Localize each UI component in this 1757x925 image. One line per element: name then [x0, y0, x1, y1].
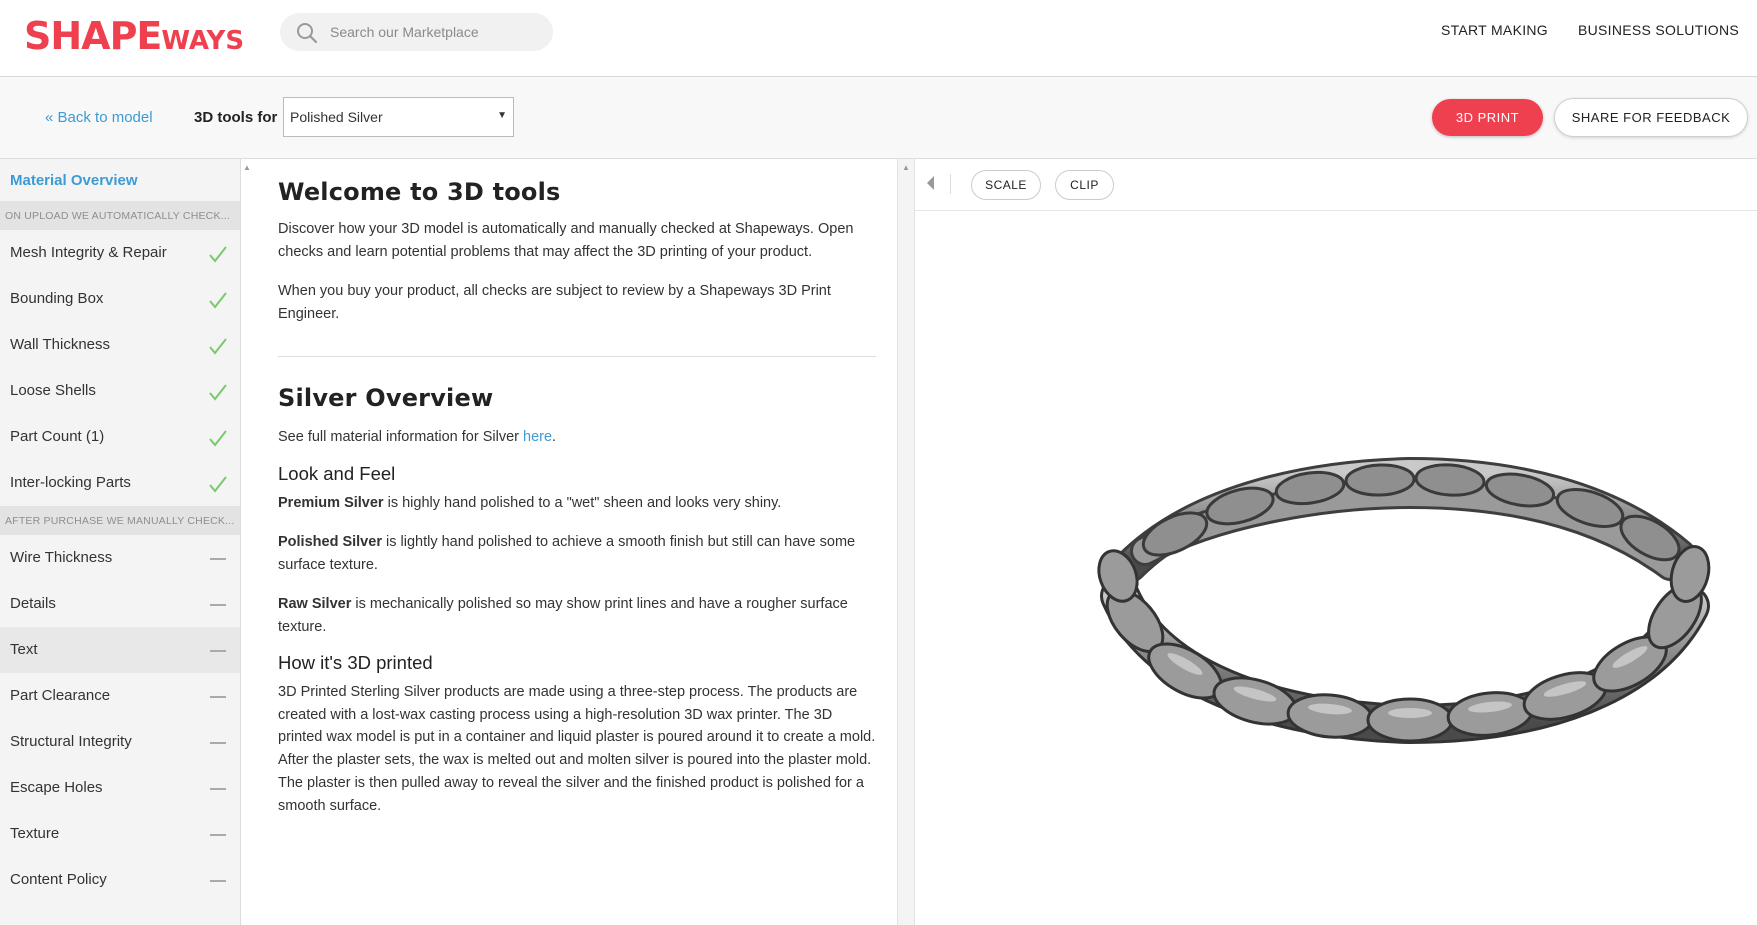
polished-silver-text: is lightly hand polished to achieve a smooth finish but still can have some surface texture.	[278, 534, 856, 573]
sidebar-item-loose-shells[interactable]	[0, 368, 240, 414]
section-manual-checks: AFTER PURCHASE WE MANUALLY CHECK...	[0, 506, 240, 535]
dash-icon	[208, 871, 228, 891]
sidebar-item-label: Part Count (1)	[10, 428, 105, 445]
sidebar-item-label: Part Clearance	[10, 687, 111, 704]
sidebar-item-label: Text	[10, 641, 38, 658]
welcome-heading: Welcome to 3D tools	[278, 178, 561, 206]
silver-overview-heading: Silver Overview	[278, 384, 494, 412]
raw-silver-name: Raw Silver	[278, 596, 352, 612]
check-icon	[208, 428, 228, 448]
tools-toolbar	[0, 77, 1757, 159]
shapeways-logo[interactable]	[24, 14, 244, 58]
nav-start-making[interactable]: START MAKING	[1440, 22, 1548, 38]
how-printed-paragraph: 3D Printed Sterling Silver products are made using a three-step process. The products are created with a lost-wax casting process using a high-resolution 3D wax printer. The 3D printed wax model is put in a container and liquid plaster is poured around it to create a mold. After the plaster sets, the wax is melted out and molten silver is poured into the plaster mold. The plaster is then pulled away to reveal the silver and the finished product is polished for a smooth surface.	[278, 684, 876, 814]
tools-for-label: 3D tools for	[194, 109, 278, 126]
check-icon	[208, 474, 228, 494]
check-icon	[208, 336, 228, 356]
sidebar-item-escape-holes[interactable]	[0, 765, 240, 811]
material-select-value: Polished Silver	[290, 109, 383, 125]
logo-main: SHAPE	[24, 14, 162, 58]
sidebar-item-structural-integrity[interactable]	[0, 719, 240, 765]
material-content-panel	[258, 159, 898, 925]
sidebar-item-bounding-box[interactable]	[0, 276, 240, 322]
overview-intro-text: See full material information for Silver	[278, 429, 519, 445]
top-nav-links	[1441, 22, 1739, 38]
sidebar-item-label: Details	[10, 595, 56, 612]
toolbar-separator	[950, 174, 951, 194]
viewer-toolbar	[915, 159, 1757, 211]
back-to-model-link[interactable]: « Back to model	[45, 109, 153, 126]
sidebar-item-label: Content Policy	[10, 871, 107, 888]
raw-silver-paragraph	[278, 593, 878, 639]
dropdown-caret-icon: ▼	[497, 110, 507, 121]
premium-silver-name: Premium Silver	[278, 495, 384, 511]
sidebar-item-label: Wire Thickness	[10, 549, 113, 566]
check-icon	[208, 382, 228, 402]
sidebar-item-wall-thickness[interactable]	[0, 322, 240, 368]
check-icon	[208, 244, 228, 264]
checks-sidebar	[0, 159, 241, 925]
logo-tail: WAYS	[161, 26, 245, 56]
dash-icon	[208, 779, 228, 799]
nav-business-solutions[interactable]: BUSINESS SOLUTIONS	[1578, 22, 1739, 38]
welcome-paragraph-2: When you buy your product, all checks are subject to review by a Shapeways 3D Print Engineer.	[278, 283, 831, 322]
sidebar-item-label: Wall Thickness	[10, 336, 111, 353]
collapse-panel-icon[interactable]	[927, 176, 934, 190]
sidebar-item-label: Mesh Integrity & Repair	[10, 244, 167, 261]
share-for-feedback-button[interactable]: SHARE FOR FEEDBACK	[1554, 98, 1748, 137]
sidebar-item-text[interactable]	[0, 627, 240, 673]
sidebar-scroll-up-icon[interactable]: ▲	[243, 163, 251, 172]
sidebar-item-content-policy[interactable]	[0, 857, 240, 903]
sidebar-item-wire-thickness[interactable]	[0, 535, 240, 581]
how-printed-heading: How it's 3D printed	[278, 652, 433, 673]
search-box[interactable]	[280, 13, 553, 51]
sidebar-item-material-overview[interactable]: Material Overview	[10, 172, 138, 189]
dash-icon	[208, 825, 228, 845]
section-automatic-checks: ON UPLOAD WE AUTOMATICALLY CHECK...	[0, 201, 240, 230]
sidebar-item-details[interactable]	[0, 581, 240, 627]
clip-button[interactable]: CLIP	[1055, 170, 1114, 200]
sidebar-item-inter-locking-parts[interactable]	[0, 460, 240, 506]
sidebar-item-label: Escape Holes	[10, 779, 103, 796]
sidebar-item-label: Inter-locking Parts	[10, 474, 131, 491]
3d-print-button[interactable]: 3D PRINT	[1432, 99, 1543, 136]
search-input[interactable]	[330, 13, 540, 51]
top-navigation-bar	[0, 0, 1757, 77]
content-scroll-up-icon[interactable]: ▲	[902, 163, 910, 172]
premium-silver-paragraph	[278, 492, 878, 515]
polished-silver-name: Polished Silver	[278, 534, 382, 550]
sidebar-item-part-clearance[interactable]	[0, 673, 240, 719]
material-info-link[interactable]: here	[523, 429, 553, 445]
dash-icon	[208, 549, 228, 569]
sidebar-item-label: Bounding Box	[10, 290, 104, 307]
panel-resize-handle[interactable]	[897, 159, 915, 925]
sidebar-item-texture[interactable]	[0, 811, 240, 857]
dash-icon	[208, 595, 228, 615]
dash-icon	[208, 687, 228, 707]
search-icon	[296, 22, 318, 44]
sidebar-item-label: Texture	[10, 825, 60, 842]
dash-icon	[208, 641, 228, 661]
overview-intro: See full material information for Silver here.	[278, 429, 557, 445]
premium-silver-text: is highly hand polished to a "wet" sheen and looks very shiny.	[383, 495, 782, 511]
content-divider	[278, 356, 876, 357]
scale-button[interactable]: SCALE	[971, 170, 1041, 200]
raw-silver-text: is mechanically polished so may show print lines and have a rougher surface texture.	[278, 596, 848, 635]
3d-model-viewer[interactable]	[915, 159, 1757, 925]
check-icon	[208, 290, 228, 310]
sidebar-item-part-count[interactable]	[0, 414, 240, 460]
sidebar-item-mesh-integrity[interactable]	[0, 230, 240, 276]
material-select[interactable]	[283, 97, 514, 137]
dash-icon	[208, 733, 228, 753]
polished-silver-paragraph	[278, 531, 878, 577]
look-and-feel-heading: Look and Feel	[278, 463, 396, 484]
welcome-paragraph-1: Discover how your 3D model is automatically and manually checked at Shapeways. Open checks and learn potential problems that may affect the 3D printing of your product.	[278, 221, 854, 260]
braided-ring-model[interactable]	[1090, 456, 1720, 746]
sidebar-item-label: Structural Integrity	[10, 733, 132, 750]
sidebar-item-label: Loose Shells	[10, 382, 96, 399]
